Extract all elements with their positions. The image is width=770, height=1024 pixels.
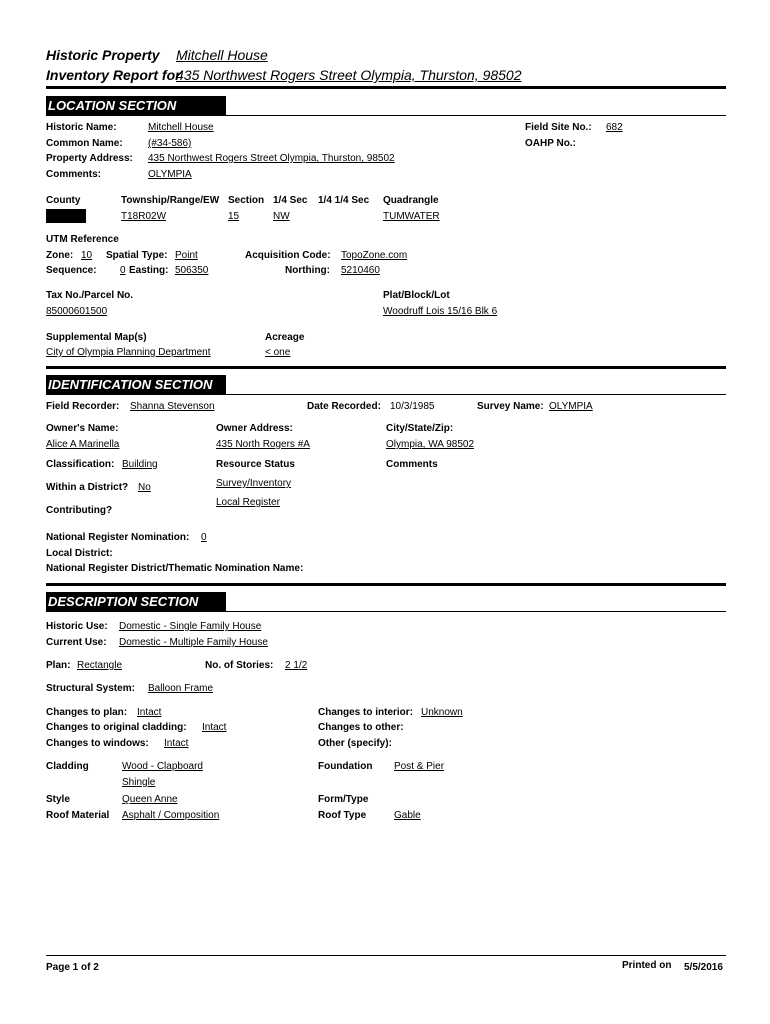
cladding-value-2: Shingle xyxy=(122,777,156,788)
printed-date: 5/5/2016 xyxy=(684,962,723,973)
spatial-type-value: Point xyxy=(175,250,198,261)
description-section-header xyxy=(46,592,226,611)
quarter-quarter-label: 1/4 1/4 Sec xyxy=(318,195,370,206)
identification-thin-rule xyxy=(46,394,726,395)
foundation-value: Post & Pier xyxy=(394,761,445,772)
changes-interior-label: Changes to interior: xyxy=(318,707,414,718)
style-label: Style xyxy=(46,794,70,805)
changes-windows-label: Changes to windows: xyxy=(46,738,149,749)
changes-other-label: Changes to other: xyxy=(318,722,404,733)
section-label: Section xyxy=(228,195,265,206)
current-use-value: Domestic - Multiple Family House xyxy=(119,637,268,648)
id-comments-label: Comments xyxy=(386,459,438,470)
nr-district-label: National Register District/Thematic Nomination Name: xyxy=(46,563,304,574)
acquisition-value: TopoZone.com xyxy=(341,250,408,261)
tax-value: 85000601500 xyxy=(46,306,108,317)
northing-value: 5210460 xyxy=(341,265,380,276)
date-recorded-label: Date Recorded: xyxy=(307,401,381,412)
footer-rule xyxy=(46,955,726,956)
description-rule xyxy=(46,583,726,586)
city-state-value: Olympia, WA 98502 xyxy=(386,439,475,450)
easting-value: 506350 xyxy=(175,265,209,276)
nrn-value: 0 xyxy=(201,532,207,543)
resource-status-label: Resource Status xyxy=(216,459,295,470)
printed-on-label: Printed on xyxy=(622,960,672,971)
changes-windows-value: Intact xyxy=(164,738,189,749)
survey-name-label: Survey Name: xyxy=(477,401,544,412)
header-label-property: Historic Property xyxy=(46,47,160,63)
location-section-header xyxy=(46,96,226,115)
style-value: Queen Anne xyxy=(122,794,178,805)
plan-value: Rectangle xyxy=(77,660,123,671)
identification-section-header xyxy=(46,375,226,394)
historic-use-label: Historic Use: xyxy=(46,621,108,632)
changes-interior-value: Unknown xyxy=(421,707,463,718)
supp-map-value: City of Olympia Planning Department xyxy=(46,347,211,358)
northing-label: Northing: xyxy=(285,265,330,276)
classification-label: Classification: xyxy=(46,459,115,470)
comments-value: OLYMPIA xyxy=(148,169,192,180)
county-redaction-box xyxy=(46,209,86,223)
within-district-label: Within a District? xyxy=(46,482,129,493)
changes-plan-label: Changes to plan: xyxy=(46,707,128,718)
quarter-value: NW xyxy=(273,211,290,222)
supp-map-label: Supplemental Map(s) xyxy=(46,332,147,343)
township-value: T18R02W xyxy=(121,211,167,222)
property-address-value: 435 Northwest Rogers Street Olympia, Thurston, 98502 xyxy=(148,153,395,164)
within-district-value: No xyxy=(138,482,151,493)
page-number: Page 1 of 2 xyxy=(46,962,99,973)
plat-value: Woodruff Lois 15/16 Blk 6 xyxy=(383,306,498,317)
owner-address-value: 435 North Rogers #A xyxy=(216,439,310,450)
form-type-label: Form/Type xyxy=(318,794,369,805)
field-recorder-label: Field Recorder: xyxy=(46,401,120,412)
quadrangle-value: TUMWATER xyxy=(383,211,440,222)
changes-cladding-value: Intact xyxy=(202,722,227,733)
foundation-label: Foundation xyxy=(318,761,373,772)
description-section-title: DESCRIPTION SECTION xyxy=(48,594,199,609)
township-label: Township/Range/EW xyxy=(121,195,220,206)
zone-value: 10 xyxy=(81,250,93,261)
acreage-value: < one xyxy=(265,347,291,358)
description-thin-rule xyxy=(46,611,726,612)
historic-name-value: Mitchell House xyxy=(148,122,214,133)
property-address-label: Property Address: xyxy=(46,153,133,164)
classification-value: Building xyxy=(122,459,158,470)
header-property-name: Mitchell House xyxy=(176,47,268,63)
owner-address-label: Owner Address: xyxy=(216,423,293,434)
resource-status-local: Local Register xyxy=(216,497,280,508)
survey-name-value: OLYMPIA xyxy=(549,401,593,412)
location-thin-rule xyxy=(46,115,726,116)
stories-label: No. of Stories: xyxy=(205,660,274,671)
owner-name-value: Alice A Marinella xyxy=(46,439,120,450)
plat-label: Plat/Block/Lot xyxy=(383,290,450,301)
spatial-type-label: Spatial Type: xyxy=(106,250,168,261)
current-use-label: Current Use: xyxy=(46,637,107,648)
field-site-value: 682 xyxy=(606,122,623,133)
owner-name-label: Owner's Name: xyxy=(46,423,119,434)
zone-label: Zone: xyxy=(46,250,74,261)
utm-label: UTM Reference xyxy=(46,234,119,245)
section-value: 15 xyxy=(228,211,240,222)
structural-value: Balloon Frame xyxy=(148,683,214,694)
common-name-value: (#34-586) xyxy=(148,138,192,149)
other-specify-label: Other (specify): xyxy=(318,738,392,749)
sequence-label: Sequence: xyxy=(46,265,97,276)
contributing-label: Contributing? xyxy=(46,505,113,516)
quarter-label: 1/4 Sec xyxy=(273,195,308,206)
date-recorded-value: 10/3/1985 xyxy=(390,401,435,412)
tax-label: Tax No./Parcel No. xyxy=(46,290,134,301)
easting-label: Easting: xyxy=(129,265,169,276)
local-district-label: Local District: xyxy=(46,548,113,559)
stories-value: 2 1/2 xyxy=(285,660,308,671)
roof-type-label: Roof Type xyxy=(318,810,367,821)
roof-type-value: Gable xyxy=(394,810,421,821)
roof-material-label: Roof Material xyxy=(46,810,110,821)
field-site-label: Field Site No.: xyxy=(525,122,592,133)
changes-cladding-label: Changes to original cladding: xyxy=(46,722,187,733)
comments-label: Comments: xyxy=(46,169,102,180)
plan-label: Plan: xyxy=(46,660,71,671)
changes-plan-value: Intact xyxy=(137,707,162,718)
identification-section-title: IDENTIFICATION SECTION xyxy=(48,377,213,392)
structural-label: Structural System: xyxy=(46,683,135,694)
sequence-value: 0 xyxy=(120,265,126,276)
header-address: 435 Northwest Rogers Street Olympia, Thurston, 98502 xyxy=(176,67,522,83)
location-rule xyxy=(46,86,726,89)
acreage-label: Acreage xyxy=(265,332,305,343)
header-label-report: Inventory Report for xyxy=(46,67,181,83)
cladding-label: Cladding xyxy=(46,761,89,772)
resource-status-survey: Survey/Inventory xyxy=(216,478,292,489)
identification-rule xyxy=(46,366,726,369)
common-name-label: Common Name: xyxy=(46,138,123,149)
historic-name-label: Historic Name: xyxy=(46,122,117,133)
quadrangle-label: Quadrangle xyxy=(383,195,439,206)
field-recorder-value: Shanna Stevenson xyxy=(130,401,215,412)
location-section-title: LOCATION SECTION xyxy=(48,98,177,113)
county-label: County xyxy=(46,195,81,206)
city-state-label: City/State/Zip: xyxy=(386,423,454,434)
roof-material-value: Asphalt / Composition xyxy=(122,810,220,821)
acquisition-label: Acquisition Code: xyxy=(245,250,331,261)
nrn-label: National Register Nomination: xyxy=(46,532,190,543)
historic-use-value: Domestic - Single Family House xyxy=(119,621,262,632)
oahp-label: OAHP No.: xyxy=(525,138,576,149)
cladding-value-1: Wood - Clapboard xyxy=(122,761,203,772)
